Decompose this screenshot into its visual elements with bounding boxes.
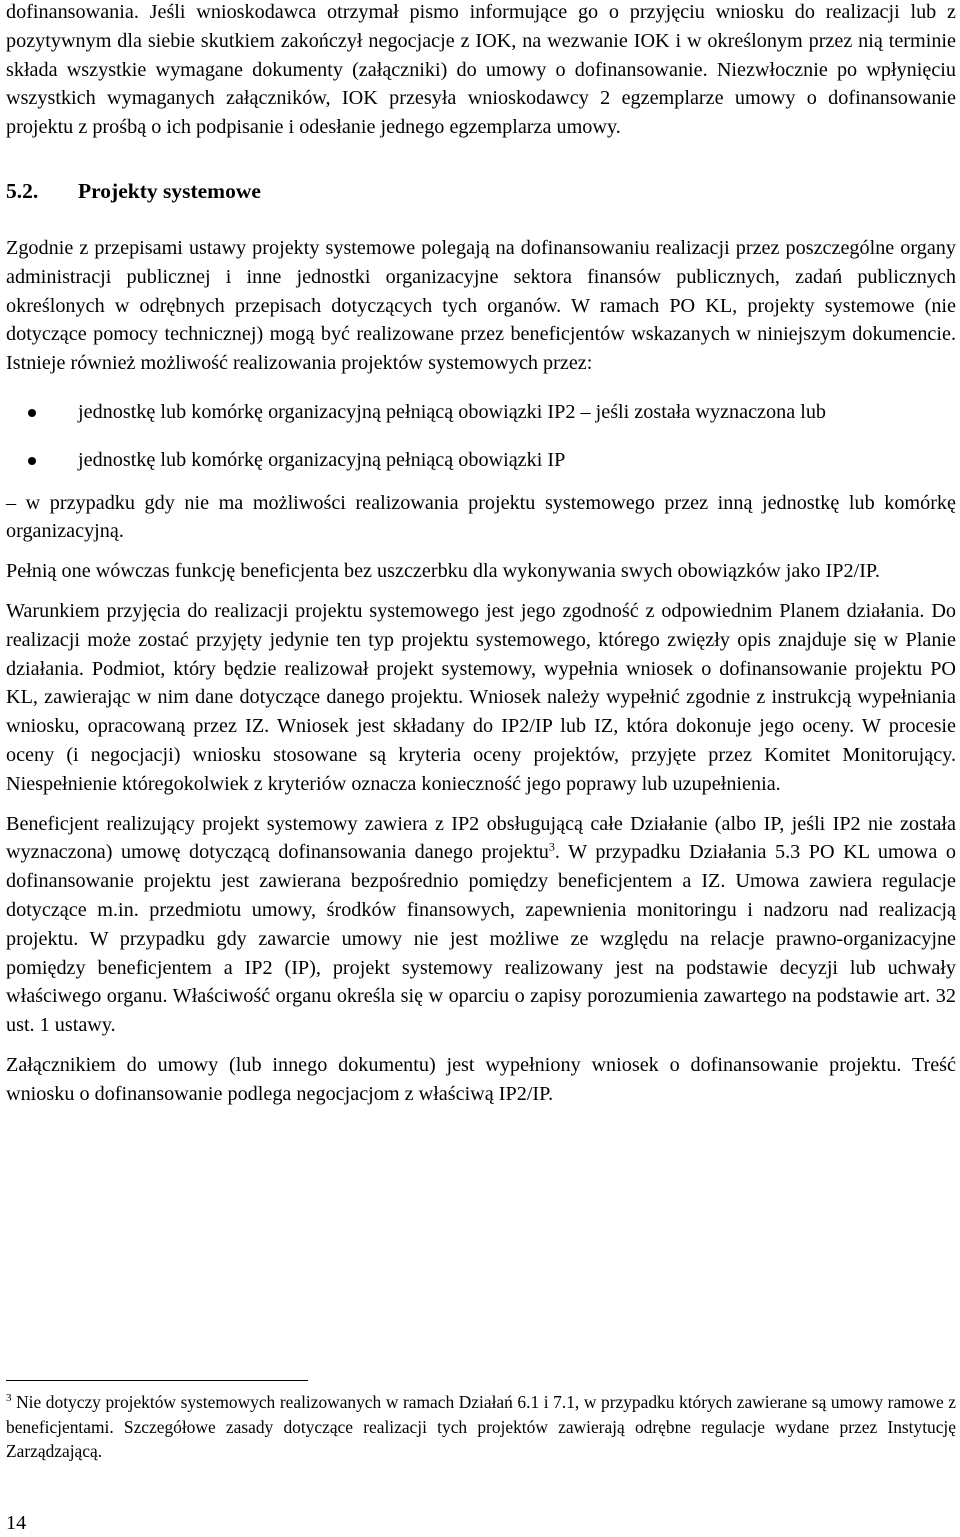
document-page (6, 0, 956, 1109)
paragraph-systemic-projects: Zgodnie z przepisami ustawy projekty systemowe polegają na dofinansowaniu realizacji przez poszczególne organy administracji publicznej i inne jednostki organizacyjne sektora finansów publicznych, zadań publicznych określonych w odrębnych przepisach dotyczących tych organów. W ramach PO KL, projekty systemowe (nie dotyczące pomocy technicznej) mogą być realizowane przez beneficjentów wskazanych w niniejszym dokumencie. Istnieje również możliwość realizowania projektów systemowych przez: (6, 236, 956, 375)
section-number: 5.2. (6, 178, 39, 203)
paragraph-attachment: Załącznikiem do umowy (lub innego dokumentu) jest wypełniony wniosek o dofinansowanie projektu. Treść wniosku o dofinansowanie podlega negocjacjom z właściwą IP2/IP. (6, 1053, 956, 1105)
list-item (6, 446, 956, 475)
paragraph-dash-continuation: – w przypadku gdy nie ma możliwości realizowania projektu systemowego przez inną jednostkę lub komórkę organizacyjną. (6, 491, 956, 543)
footnote-reference: 3 (548, 839, 555, 854)
footnote-text: Nie dotyczy projektów systemowych realizowanych w ramach Działań 6.1 i 7.1, w przypadku których zawierane są umowy ramowe z beneficjentami. Szczegółowe zasady dotyczące realizacji tych projektów zawierają odrębne regulacje wydane przez Instytucję Zarządzającą. (6, 1392, 956, 1462)
paragraph-continued: dofinansowania. Jeśli wnioskodawca otrzymał pismo informujące go o przyjęciu wniosku do realizacji lub z pozytywnym dla siebie skutkiem zakończył negocjacje z IOK, na wezwanie IOK i w określonym przez nią terminie składa wszystkie wymagane dokumenty (załączniki) do umowy o dofinansowanie. Niezwłocznie po wpłynięciu wszystkich wymaganych załączników, IOK przesyła wnioskodawcy 2 egzemplarze umowy o dofinansowanie projektu z prośbą o ich podpisanie i odesłanie jednego egzemplarza umowy. (6, 1, 956, 139)
page-number: 14 (6, 1512, 27, 1534)
list-item-text: jednostkę lub komórkę organizacyjną pełniącą obowiązki IP (78, 448, 566, 471)
bullet-icon (28, 409, 36, 417)
paragraph-agreement-text-start: Beneficjent realizujący projekt systemowy zawiera z IP2 obsługującą całe Działanie (albo IP, jeśli IP2 nie została wyznaczona) umowę dotyczącą dofinansowania danego projektu (6, 812, 956, 864)
section-title: Projekty systemowe (78, 178, 261, 203)
section-heading (6, 176, 956, 206)
paragraph-agreement (6, 810, 956, 1040)
bullet-list (6, 398, 956, 475)
paragraph-beneficiary-function: Pełnią one wówczas funkcję beneficjenta bez uszczerbku dla wykonywania swych obowiązków jako IP2/IP. (6, 560, 880, 583)
footnote-divider (6, 1380, 308, 1381)
footnote (6, 1390, 956, 1464)
paragraph-agreement-text-end: . W przypadku Działania 5.3 PO KL umowa o dofinansowanie projektu jest zawierana bezpośrednio pomiędzy beneficjentem a IZ. Umowa zawiera regulacje dotyczące m.in. przedmiotu umowy, środków finansowych, zapewnienia monitoringu i nadzoru nad realizacją projektu. W przypadku gdy zawarcie umowy nie jest możliwe ze względu na relacje prawno-organizacyjne pomiędzy beneficjentem a IP2 (IP), projekt systemowy realizowany jest na podstawie decyzji lub uchwały właściwego organu. Właściwość organu określa się w oparciu o zapisy porozumienia zawartego na podstawie art. 32 ust. 1 ustawy. (6, 841, 956, 1037)
paragraph-acceptance-conditions: Warunkiem przyjęcia do realizacji projektu systemowego jest jego zgodność z odpowiednim Planem działania. Do realizacji może zostać przyjęty jedynie ten typ projektu systemowego, którego zwięzły opis znajduje się w Planie działania. Podmiot, który będzie realizował projekt systemowy, wypełnia wniosek o dofinansowanie projektu PO KL, zawierając w nim dane dotyczące danego projektu. Wniosek należy wypełnić zgodnie z instrukcją wypełniania wniosku, opracowaną przez IZ. Wniosek jest składany do IP2/IP lub IZ, która dokonuje jego oceny. W procesie oceny (i negocjacji) wniosku stosowane są kryteria oceny projektów, przyjęte przez Komitet Monitorujący. Niespełnienie któregokolwiek z kryteriów oznacza konieczność jego poprawy lub uzupełnienia. (6, 599, 956, 795)
list-item-text: jednostkę lub komórkę organizacyjną pełniącą obowiązki IP2 – jeśli została wyznaczona lub (78, 400, 827, 423)
footnote-number: 3 (6, 1392, 12, 1405)
list-item (6, 398, 956, 427)
bullet-icon (28, 457, 36, 465)
